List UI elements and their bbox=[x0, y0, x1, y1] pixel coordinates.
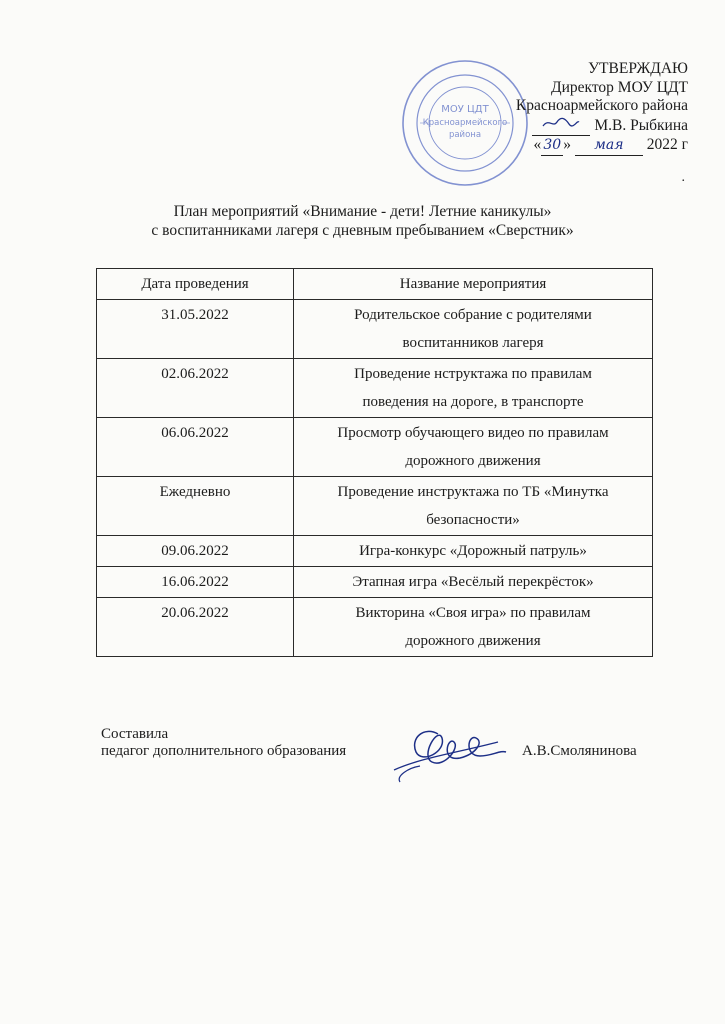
stamp-text-1: МОУ ЦДТ bbox=[441, 104, 489, 115]
event-date: 20.06.2022 bbox=[97, 598, 294, 657]
event-line: дорожного движения bbox=[405, 633, 541, 649]
event-name bbox=[294, 418, 653, 477]
approval-position-2: Красноармейского района bbox=[515, 97, 688, 114]
event-date: 02.06.2022 bbox=[97, 359, 294, 418]
event-name bbox=[294, 598, 653, 657]
event-date: 09.06.2022 bbox=[97, 536, 294, 567]
date-month: мая bbox=[575, 136, 643, 156]
event-date: Ежедневно bbox=[97, 477, 294, 536]
event-line: Проведение нструктажа по правилам bbox=[354, 366, 592, 382]
event-line: Родительское собрание с родителями bbox=[354, 307, 592, 323]
event-name: Игра-конкурс «Дорожный патруль» bbox=[294, 536, 653, 567]
author-name: А.В.Смолянинова bbox=[522, 743, 637, 759]
event-line: безопасности» bbox=[426, 512, 520, 528]
title-line-2: с воспитанниками лагеря с дневным пребыванием «Сверстник» bbox=[151, 222, 574, 239]
compiled-by-block bbox=[101, 726, 346, 760]
title-line-1: План мероприятий «Внимание - дети! Летние каникулы» bbox=[173, 203, 552, 220]
approval-date-line: « 30 » мая 2022 г bbox=[348, 136, 688, 156]
header-date: Дата проведения bbox=[97, 269, 294, 300]
stamp-text-3: района bbox=[448, 130, 482, 140]
event-name bbox=[294, 477, 653, 536]
author-signature bbox=[380, 712, 510, 792]
director-signature-blank bbox=[532, 116, 590, 137]
event-date: 16.06.2022 bbox=[97, 567, 294, 598]
table-row bbox=[97, 477, 653, 536]
approval-position-1: Директор МОУ ЦДТ bbox=[551, 78, 688, 96]
event-line: поведения на дороге, в транспорте bbox=[362, 394, 584, 410]
event-date: 31.05.2022 bbox=[97, 300, 294, 359]
table-row bbox=[97, 418, 653, 477]
table-row bbox=[97, 359, 653, 418]
header-event: Название мероприятия bbox=[294, 269, 653, 300]
event-line: дорожного движения bbox=[405, 453, 541, 469]
author-position: педагог дополнительного образования bbox=[101, 743, 347, 759]
director-name: М.В. Рыбкина bbox=[594, 116, 688, 134]
table-row bbox=[97, 598, 653, 657]
event-date: 06.06.2022 bbox=[97, 418, 294, 477]
stamp-text-2: Красноармейского bbox=[422, 118, 508, 128]
events-table bbox=[96, 268, 653, 657]
event-line: воспитанников лагеря bbox=[402, 335, 544, 351]
approval-signature-line bbox=[348, 116, 688, 137]
director-signature bbox=[541, 116, 581, 130]
date-day: 30 bbox=[541, 136, 563, 156]
table-row bbox=[97, 567, 653, 598]
approval-block bbox=[348, 60, 688, 156]
event-name bbox=[294, 300, 653, 359]
event-name: Этапная игра «Весёлый перекрёсток» bbox=[294, 567, 653, 598]
event-name bbox=[294, 359, 653, 418]
table-row bbox=[97, 300, 653, 359]
date-year: 2022 г bbox=[646, 136, 688, 153]
table-row bbox=[97, 536, 653, 567]
approval-heading: УТВЕРЖДАЮ bbox=[588, 60, 688, 77]
document-title bbox=[80, 202, 645, 240]
compiled-label: Составила bbox=[101, 726, 169, 742]
stray-dot: . bbox=[681, 170, 685, 185]
event-line: Проведение инструктажа по ТБ «Минутка bbox=[337, 484, 609, 500]
table-header-row bbox=[97, 269, 653, 300]
event-line: Просмотр обучающего видео по правилам bbox=[337, 425, 609, 441]
event-line: Викторина «Своя игра» по правилам bbox=[355, 605, 591, 621]
